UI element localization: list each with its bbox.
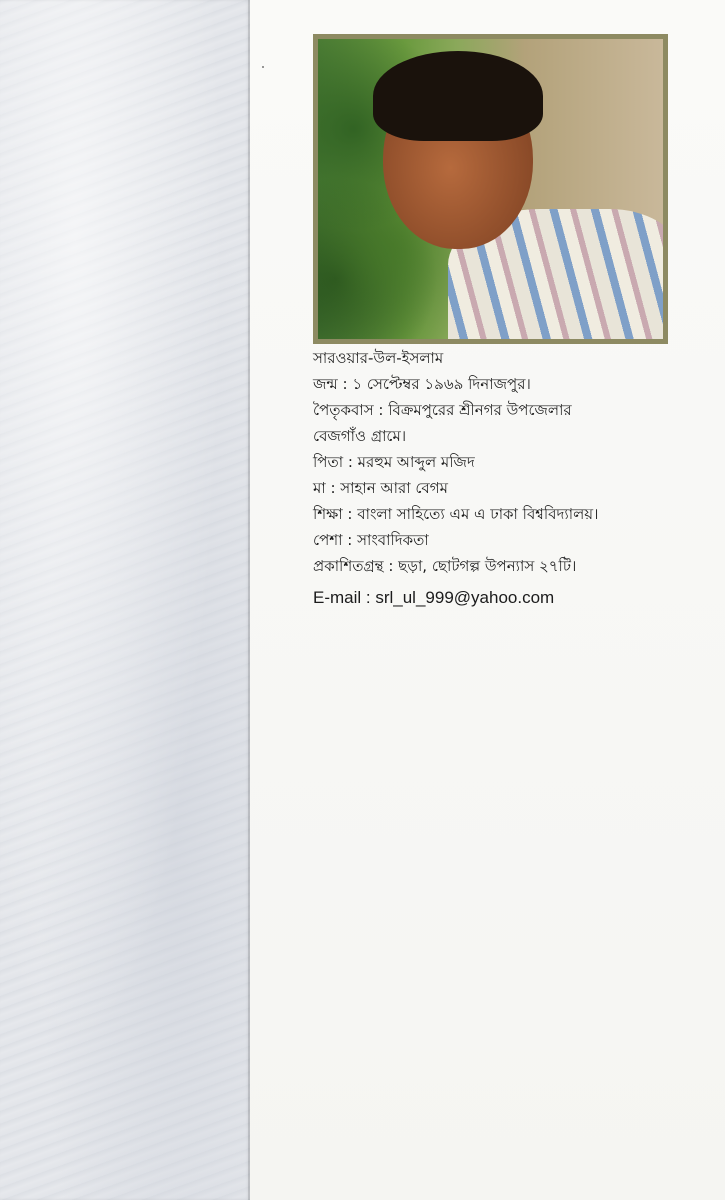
ancestral-home-continued: বেজগাঁও গ্রামে। [313,427,407,445]
profession: পেশা : সাংবাদিকতা [313,531,429,549]
father-name: পিতা : মরহুম আব্দুল মজিদ [313,453,475,471]
photo-hair [373,51,543,141]
education: শিক্ষা : বাংলা সাহিত্যে এম এ ঢাকা বিশ্ববিদ্যালয়। [313,505,599,523]
published-books: প্রকাশিতগ্রন্থ : ছড়া, ছোটগল্প উপন্যাস ২৭টি। [313,557,577,575]
author-name: সারওয়ার-উল-ইসলাম [313,349,444,367]
ancestral-home: পৈতৃকবাস : বিক্রমপুরের শ্রীনগর উপজেলার [313,401,572,419]
author-bio [313,345,713,611]
author-photo [313,34,668,344]
paper-speck [262,66,264,68]
birth-info: জন্ম : ১ সেপ্টেম্বর ১৯৬৯ দিনাজপুর। [313,375,531,393]
back-flap-panel [0,0,250,1200]
email-address: E-mail : srl_ul_999@yahoo.com [313,588,555,607]
mother-name: মা : সাহান আরা বেগম [313,479,448,497]
